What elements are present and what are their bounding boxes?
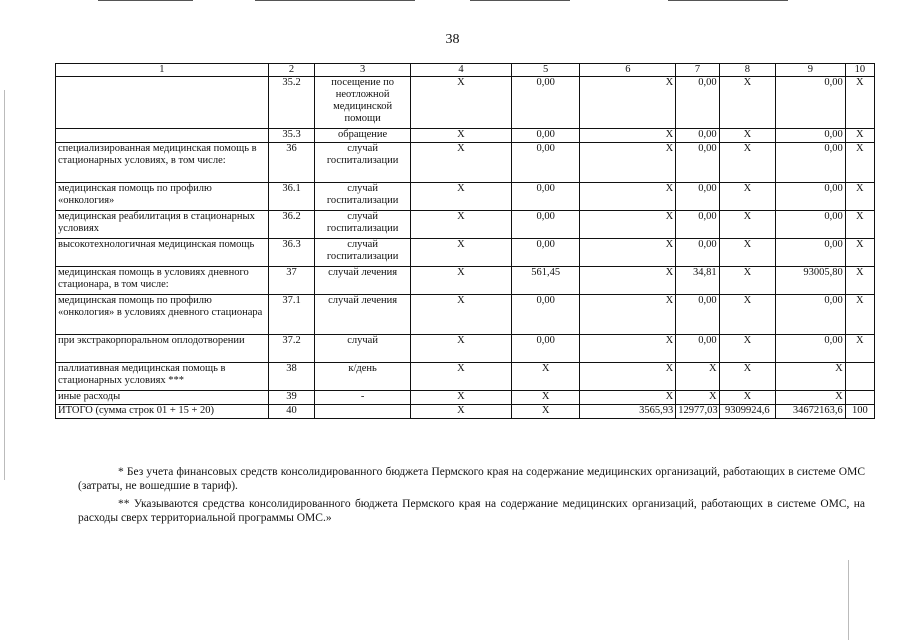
- cell-c7: 34,81: [676, 267, 719, 295]
- table-row: [56, 143, 875, 183]
- cell-c4: Х: [411, 335, 512, 363]
- cell-c5: 0,00: [511, 77, 580, 129]
- cell-c7: Х: [676, 363, 719, 391]
- cell-c6: Х: [580, 77, 676, 129]
- table-row: [56, 183, 875, 211]
- table-row: [56, 295, 875, 335]
- header-cell: 5: [511, 64, 580, 77]
- cell-c7: 0,00: [676, 239, 719, 267]
- cell-c8: Х: [719, 239, 775, 267]
- cell-code: 36.2: [268, 211, 314, 239]
- cell-c4: Х: [411, 267, 512, 295]
- cell-c9: 0,00: [776, 77, 846, 129]
- cell-code: 35.3: [268, 129, 314, 143]
- cell-c9: 93005,80: [776, 267, 846, 295]
- cell-name: медицинская помощь в условиях дневного стационара, в том числе:: [56, 267, 269, 295]
- data-table: [55, 63, 875, 419]
- top-rule-left: [98, 0, 193, 1]
- cell-name: при экстракорпоральном оплодотворении: [56, 335, 269, 363]
- cell-c7: 12977,03: [676, 405, 719, 419]
- cell-code: 37: [268, 267, 314, 295]
- cell-c10: Х: [845, 295, 874, 335]
- cell-c6: Х: [580, 239, 676, 267]
- cell-c10: Х: [845, 267, 874, 295]
- cell-c9: 0,00: [776, 335, 846, 363]
- cell-c5: 0,00: [511, 239, 580, 267]
- cell-name: [56, 77, 269, 129]
- cell-unit: [315, 405, 411, 419]
- cell-unit: случай госпитализации: [315, 183, 411, 211]
- cell-name: высокотехнологичная медицинская помощь: [56, 239, 269, 267]
- scan-mark-left: [4, 90, 5, 480]
- cell-name: специализированная медицинская помощь в стационарных условиях, в том числе:: [56, 143, 269, 183]
- cell-c7: Х: [676, 391, 719, 405]
- cell-c8: Х: [719, 267, 775, 295]
- cell-c4: Х: [411, 129, 512, 143]
- cell-unit: -: [315, 391, 411, 405]
- cell-c5: 0,00: [511, 183, 580, 211]
- cell-unit: случай: [315, 335, 411, 363]
- cell-c4: Х: [411, 391, 512, 405]
- cell-c9: 0,00: [776, 143, 846, 183]
- top-rule-mid: [255, 0, 415, 1]
- cell-unit: к/день: [315, 363, 411, 391]
- header-cell: 7: [676, 64, 719, 77]
- cell-unit: случай госпитализации: [315, 211, 411, 239]
- cell-c4: Х: [411, 77, 512, 129]
- header-cell: 3: [315, 64, 411, 77]
- table-row: [56, 239, 875, 267]
- header-cell: 1: [56, 64, 269, 77]
- scan-mark-right: [848, 560, 849, 640]
- table-row: [56, 77, 875, 129]
- top-rule-right: [470, 0, 570, 1]
- cell-c9: 0,00: [776, 239, 846, 267]
- table-row: [56, 335, 875, 363]
- cell-c10: Х: [845, 211, 874, 239]
- cell-name: [56, 129, 269, 143]
- cell-code: 38: [268, 363, 314, 391]
- cell-c9: Х: [776, 363, 846, 391]
- table-row: [56, 129, 875, 143]
- cell-c9: 0,00: [776, 211, 846, 239]
- table-row: [56, 405, 875, 419]
- cell-c5: 0,00: [511, 143, 580, 183]
- cell-unit: обращение: [315, 129, 411, 143]
- footnotes: [78, 465, 865, 529]
- cell-c7: 0,00: [676, 77, 719, 129]
- cell-c7: 0,00: [676, 183, 719, 211]
- cell-name: ИТОГО (сумма строк 01 + 15 + 20): [56, 405, 269, 419]
- cell-c10: Х: [845, 143, 874, 183]
- cell-c10: Х: [845, 335, 874, 363]
- cell-code: 35.2: [268, 77, 314, 129]
- footnote-1: * Без учета финансовых средств консолидированного бюджета Пермского края на содержание медицинских организаций, работающих в системе ОМС (затраты, не вошедшие в тариф).: [78, 466, 865, 492]
- cell-c9: Х: [776, 391, 846, 405]
- header-cell: 2: [268, 64, 314, 77]
- cell-c6: Х: [580, 267, 676, 295]
- cell-unit: случай госпитализации: [315, 143, 411, 183]
- cell-c8: Х: [719, 335, 775, 363]
- cell-c5: 561,45: [511, 267, 580, 295]
- cell-c7: 0,00: [676, 129, 719, 143]
- cell-c7: 0,00: [676, 143, 719, 183]
- header-cell: 4: [411, 64, 512, 77]
- cell-c4: Х: [411, 211, 512, 239]
- cell-c6: Х: [580, 211, 676, 239]
- cell-c4: Х: [411, 143, 512, 183]
- cell-c6: 3565,93: [580, 405, 676, 419]
- cell-name: медицинская помощь по профилю «онкология»: [56, 183, 269, 211]
- header-cell: 9: [776, 64, 846, 77]
- cell-code: 36: [268, 143, 314, 183]
- cell-c4: Х: [411, 295, 512, 335]
- cell-c8: Х: [719, 183, 775, 211]
- table-row: [56, 391, 875, 405]
- cell-c8: Х: [719, 295, 775, 335]
- top-rule-far-right: [668, 0, 788, 1]
- cell-c5: Х: [511, 405, 580, 419]
- cell-c9: 0,00: [776, 295, 846, 335]
- cell-c4: Х: [411, 405, 512, 419]
- cell-c8: Х: [719, 129, 775, 143]
- cell-code: 39: [268, 391, 314, 405]
- cell-c7: 0,00: [676, 211, 719, 239]
- header-cell: 6: [580, 64, 676, 77]
- cell-c6: Х: [580, 143, 676, 183]
- table-row: [56, 211, 875, 239]
- cell-code: 37.1: [268, 295, 314, 335]
- cell-code: 40: [268, 405, 314, 419]
- header-cell: 10: [845, 64, 874, 77]
- cell-c9: 34672163,6: [776, 405, 846, 419]
- cell-c6: Х: [580, 363, 676, 391]
- cell-c8: Х: [719, 211, 775, 239]
- cell-c5: 0,00: [511, 335, 580, 363]
- cell-c9: 0,00: [776, 183, 846, 211]
- cell-c8: Х: [719, 143, 775, 183]
- cell-c6: Х: [580, 391, 676, 405]
- cell-c8: 9309924,6: [719, 405, 775, 419]
- cell-code: 37.2: [268, 335, 314, 363]
- cell-unit: случай госпитализации: [315, 239, 411, 267]
- cell-c4: Х: [411, 239, 512, 267]
- cell-c6: Х: [580, 295, 676, 335]
- cell-c4: Х: [411, 363, 512, 391]
- cell-c6: Х: [580, 183, 676, 211]
- cell-name: медицинская реабилитация в стационарных условиях: [56, 211, 269, 239]
- cell-c10: Х: [845, 129, 874, 143]
- cell-code: 36.3: [268, 239, 314, 267]
- cell-unit: случай лечения: [315, 267, 411, 295]
- header-cell: 8: [719, 64, 775, 77]
- cell-c5: Х: [511, 391, 580, 405]
- footnote-2: ** Указываются средства консолидированного бюджета Пермского края на содержание медицинских организаций, работающих в системе ОМС, на расходы сверх территориальной программы ОМС.»: [78, 498, 865, 524]
- table-row: [56, 267, 875, 295]
- cell-c7: 0,00: [676, 295, 719, 335]
- cell-c10: [845, 391, 874, 405]
- cell-name: медицинская помощь по профилю «онкология» в условиях дневного стационара: [56, 295, 269, 335]
- cell-c6: Х: [580, 335, 676, 363]
- cell-c8: Х: [719, 391, 775, 405]
- cell-c5: Х: [511, 363, 580, 391]
- cell-c9: 0,00: [776, 129, 846, 143]
- cell-unit: случай лечения: [315, 295, 411, 335]
- cell-c7: 0,00: [676, 335, 719, 363]
- cell-unit: посещение по неотложной медицинской помощи: [315, 77, 411, 129]
- cell-c5: 0,00: [511, 211, 580, 239]
- page-number: 38: [445, 32, 460, 47]
- cell-c5: 0,00: [511, 129, 580, 143]
- table-row: [56, 363, 875, 391]
- header-row: [56, 64, 875, 77]
- cell-c10: Х: [845, 183, 874, 211]
- cell-c8: Х: [719, 363, 775, 391]
- cell-c10: Х: [845, 239, 874, 267]
- cell-name: иные расходы: [56, 391, 269, 405]
- cell-c8: Х: [719, 77, 775, 129]
- cell-c6: Х: [580, 129, 676, 143]
- cell-code: 36.1: [268, 183, 314, 211]
- cell-c10: Х: [845, 77, 874, 129]
- cell-c4: Х: [411, 183, 512, 211]
- cell-name: паллиативная медицинская помощь в стационарных условиях ***: [56, 363, 269, 391]
- cell-c10: 100: [845, 405, 874, 419]
- cell-c10: [845, 363, 874, 391]
- cell-c5: 0,00: [511, 295, 580, 335]
